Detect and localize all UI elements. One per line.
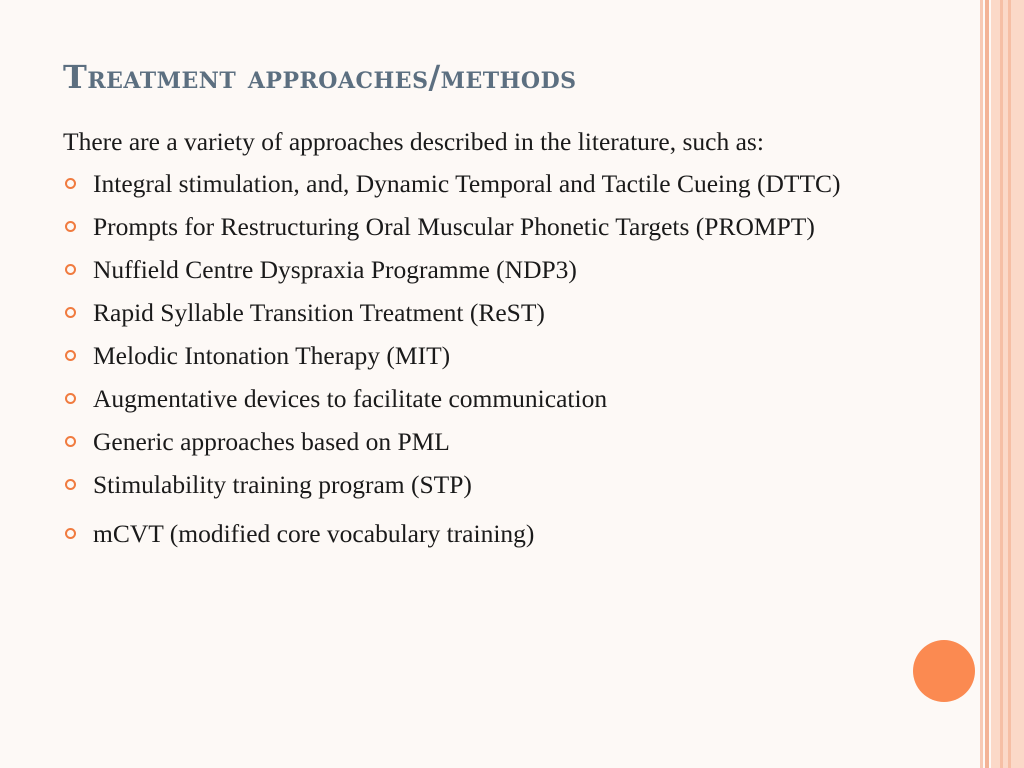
decorative-stripe (1008, 0, 1011, 768)
bullet-text: Prompts for Restructuring Oral Muscular Phonetic Targets (PROMPT) (93, 212, 815, 241)
bullet-item (63, 339, 923, 373)
bullet-item (63, 210, 923, 244)
bullet-list (63, 167, 923, 551)
circle-bullet-icon (65, 307, 76, 318)
slide-title: Treatment approaches/methods (63, 58, 577, 96)
bullet-text: Augmentative devices to facilitate communication (93, 384, 608, 413)
bullet-text: Stimulability training program (STP) (93, 470, 472, 499)
decorative-stripe (1000, 0, 1003, 768)
circle-bullet-icon (65, 264, 76, 275)
bullet-text: Integral stimulation, and, Dynamic Temporal and Tactile Cueing (DTTC) (93, 169, 841, 198)
bullet-item (63, 167, 923, 201)
bullet-item (63, 296, 923, 330)
slide-content (63, 125, 923, 560)
decorative-circle (913, 640, 975, 702)
bullet-text: Nuffield Centre Dyspraxia Programme (NDP3) (93, 255, 577, 284)
bullet-text: Generic approaches based on PML (93, 427, 450, 456)
bullet-item (63, 468, 923, 502)
bullet-item (63, 517, 923, 551)
intro-text: There are a variety of approaches described in the literature, such as: (63, 127, 764, 156)
bullet-text: mCVT (modified core vocabulary training) (93, 519, 535, 548)
decorative-stripe (985, 0, 989, 768)
bullet-text: Rapid Syllable Transition Treatment (ReST) (93, 298, 545, 327)
circle-bullet-icon (65, 221, 76, 232)
circle-bullet-icon (65, 528, 76, 539)
bullet-item (63, 382, 923, 416)
circle-bullet-icon (65, 350, 76, 361)
bullet-item (63, 425, 923, 459)
bullet-item (63, 253, 923, 287)
circle-bullet-icon (65, 436, 76, 447)
circle-bullet-icon (65, 393, 76, 404)
circle-bullet-icon (65, 479, 76, 490)
bullet-text: Melodic Intonation Therapy (MIT) (93, 341, 451, 370)
decorative-stripe (980, 0, 983, 768)
circle-bullet-icon (65, 178, 76, 189)
